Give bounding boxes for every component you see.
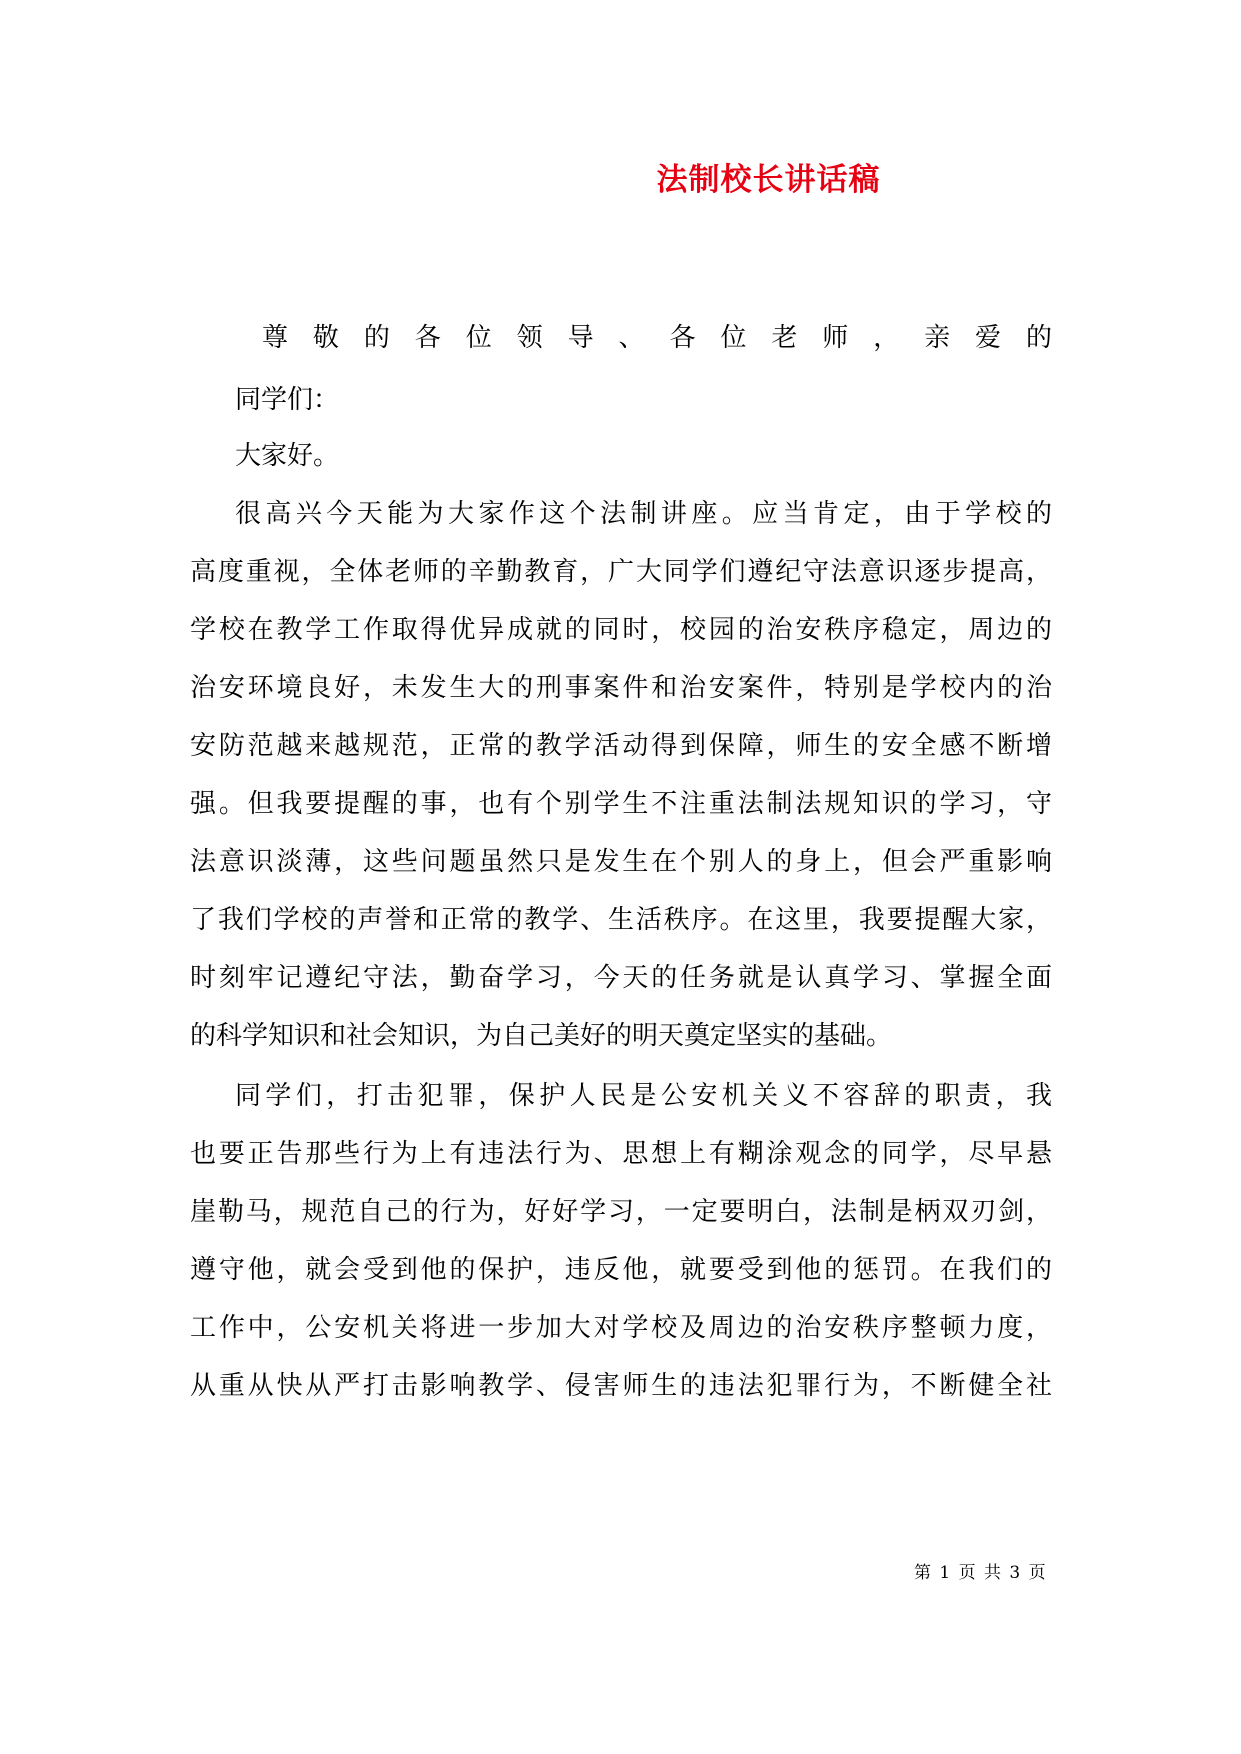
paragraph-1-line-9: 时刻牢记遵纪守法，勤奋学习，今天的任务就是认真学习、掌握全面	[190, 963, 1052, 993]
paragraph-1-line-8: 了我们学校的声誉和正常的教学、生活秩序。在这里，我要提醒大家，	[190, 905, 1052, 935]
paragraph-1-line-3: 学校在教学工作取得优异成就的同时，校园的治安秩序稳定，周边的	[190, 615, 1052, 645]
paragraph-1-line-10: 的科学知识和社会知识，为自己美好的明天奠定坚实的基础。	[190, 1021, 893, 1051]
greeting-line: 大家好。	[235, 441, 340, 471]
paragraph-1-line-5: 安防范越来越规范，正常的教学活动得到保障，师生的安全感不断增	[190, 731, 1052, 761]
paragraph-1-line-2: 高度重视，全体老师的辛勤教育，广大同学们遵纪守法意识逐步提高，	[190, 557, 1052, 587]
paragraph-2-line-6: 从重从快从严打击影响教学、侵害师生的违法犯罪行为，不断健全社	[190, 1371, 1052, 1401]
salutation-line-1: 尊敬的各位领导、各位老师，亲爱的	[262, 323, 1052, 353]
paragraph-2-line-4: 遵守他，就会受到他的保护，违反他，就要受到他的惩罚。在我们的	[190, 1255, 1052, 1285]
paragraph-2-line-3: 崖勒马，规范自己的行为，好好学习，一定要明白，法制是柄双刃剑，	[190, 1197, 1052, 1227]
paragraph-2-line-2: 也要正告那些行为上有违法行为、思想上有糊涂观念的同学，尽早悬	[190, 1139, 1052, 1169]
document-title: 法制校长讲话稿	[656, 162, 881, 198]
page-number-footer: 第 1 页 共 3 页	[914, 1563, 1046, 1583]
paragraph-1-line-7: 法意识淡薄，这些问题虽然只是发生在个别人的身上，但会严重影响	[190, 847, 1052, 877]
paragraph-1-line-1: 很高兴今天能为大家作这个法制讲座。应当肯定，由于学校的	[235, 499, 1052, 529]
paragraph-2-line-5: 工作中，公安机关将进一步加大对学校及周边的治安秩序整顿力度，	[190, 1313, 1052, 1343]
salutation-line-2: 同学们：	[235, 385, 340, 415]
paragraph-2-line-1: 同学们，打击犯罪，保护人民是公安机关义不容辞的职责，我	[235, 1081, 1052, 1111]
paragraph-1-line-4: 治安环境良好，未发生大的刑事案件和治安案件，特别是学校内的治	[190, 673, 1052, 703]
paragraph-1-line-6: 强。但我要提醒的事，也有个别学生不注重法制法规知识的学习，守	[190, 789, 1052, 819]
